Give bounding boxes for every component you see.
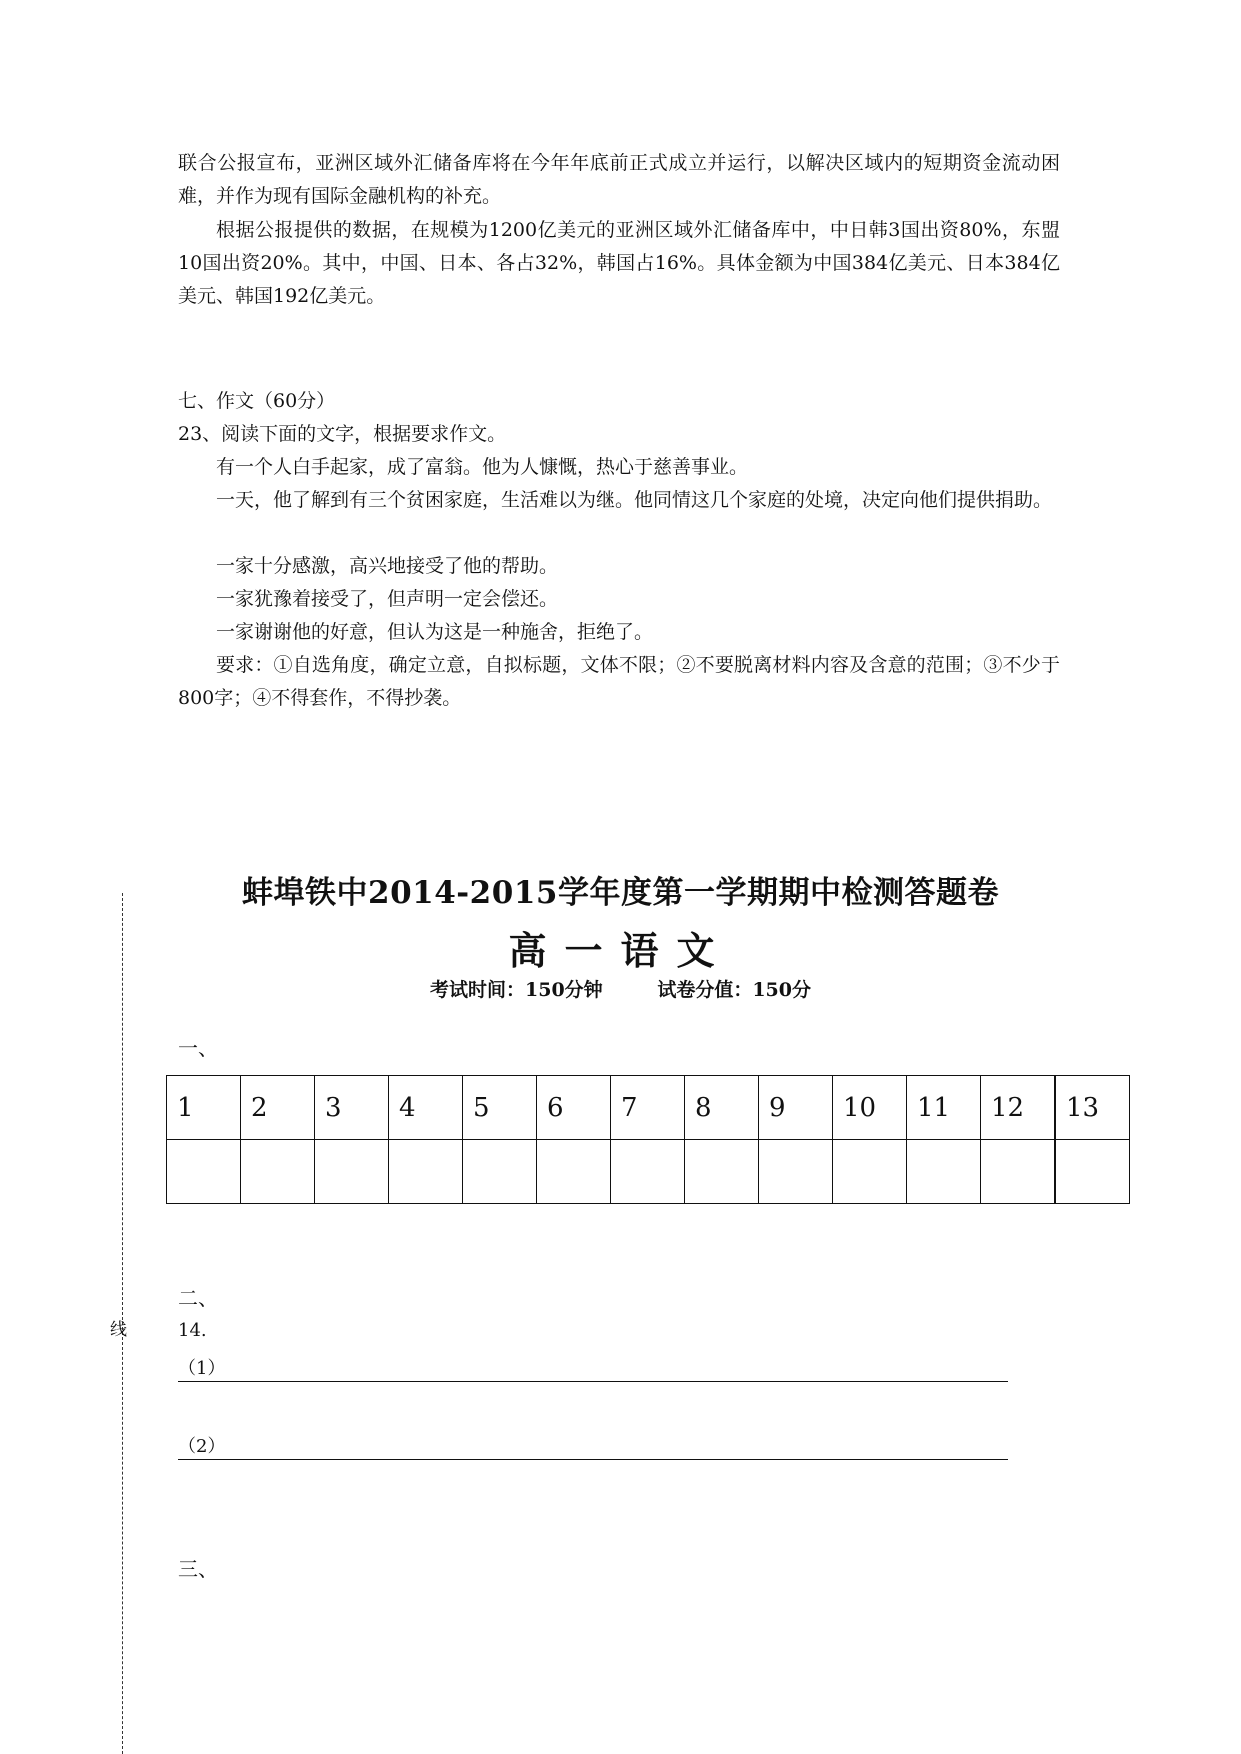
- passage-paragraph-1: 联合公报宣布，亚洲区域外汇储备库将在今年年底前正式成立并运行，以解决区域内的短期资金流动困难，并作为现有国际金融机构的补充。: [178, 152, 1060, 207]
- essay-section-heading: 七、作文（60分）: [178, 390, 336, 412]
- question-number-cell: 9: [759, 1076, 833, 1140]
- essay-requirements: 要求：①自选角度，确定立意，自拟标题，文体不限；②不要脱离材料内容及含意的范围；③不少于800字；④不得套作，不得抄袭。: [178, 654, 1060, 709]
- section-3-heading: 三、: [178, 1557, 218, 1581]
- answer-sheet-title: 蚌埠铁中2014-2015学年度第一学期期中检测答题卷: [242, 875, 999, 911]
- answer-line-1[interactable]: [178, 1357, 1008, 1382]
- sub-question-1-label: （1）: [178, 1358, 226, 1379]
- answer-grid-number-row: [167, 1076, 1130, 1140]
- answer-cell[interactable]: [463, 1140, 537, 1204]
- answer-cell[interactable]: [907, 1140, 981, 1204]
- question-number-cell: 11: [907, 1076, 981, 1140]
- essay-line-4: 一家犹豫着接受了，但声明一定会偿还。: [216, 588, 559, 610]
- answer-cell[interactable]: [167, 1140, 241, 1204]
- answer-cell[interactable]: [315, 1140, 389, 1204]
- question-number-cell: 6: [537, 1076, 611, 1140]
- section-1-heading: 一、: [178, 1036, 218, 1060]
- subject-title: 高一语文: [508, 928, 733, 973]
- question-14-label: 14.: [178, 1320, 207, 1341]
- answer-cell[interactable]: [611, 1140, 685, 1204]
- answer-cell[interactable]: [389, 1140, 463, 1204]
- question-number-cell: 10: [833, 1076, 907, 1140]
- essay-question: 23、阅读下面的文字，根据要求作文。: [178, 423, 507, 445]
- answer-grid-blank-row: [167, 1140, 1130, 1204]
- question-number-cell: 2: [241, 1076, 315, 1140]
- answer-cell[interactable]: [759, 1140, 833, 1204]
- passage-paragraph-2: 根据公报提供的数据，在规模为1200亿美元的亚洲区域外汇储备库中，中日韩3国出资80%，东盟10国出资20%。其中，中国、日本、各占32%，韩国占16%。具体金额为中国384亿美元、日本384亿美元、韩国192亿美元。: [178, 219, 1060, 307]
- section-2-heading: 二、: [178, 1286, 218, 1310]
- question-number-cell: 13: [1055, 1076, 1130, 1140]
- exam-score: 试卷分值：150分: [657, 979, 811, 1001]
- answer-cell[interactable]: [833, 1140, 907, 1204]
- binding-line-mark: 线: [106, 1320, 126, 1337]
- sub-question-2-label: （2）: [178, 1436, 226, 1457]
- question-number-cell: 5: [463, 1076, 537, 1140]
- answer-grid: [166, 1075, 1130, 1204]
- exam-info: [0, 975, 1241, 1002]
- essay-line-2: 一天，他了解到有三个贫困家庭，生活难以为继。他同情这几个家庭的处境，决定向他们提供捐助。: [216, 489, 1053, 511]
- question-number-cell: 7: [611, 1076, 685, 1140]
- answer-cell[interactable]: [537, 1140, 611, 1204]
- question-number-cell: 12: [981, 1076, 1056, 1140]
- answer-cell[interactable]: [685, 1140, 759, 1204]
- essay-line-1: 有一个人白手起家，成了富翁。他为人慷慨，热心于慈善事业。: [216, 456, 749, 478]
- question-number-cell: 1: [167, 1076, 241, 1140]
- essay-line-5: 一家谢谢他的好意，但认为这是一种施舍，拒绝了。: [216, 621, 654, 643]
- exam-time: 考试时间：150分钟: [430, 979, 603, 1001]
- question-number-cell: 3: [315, 1076, 389, 1140]
- answer-cell[interactable]: [1055, 1140, 1130, 1204]
- answer-line-2[interactable]: [178, 1435, 1008, 1460]
- question-number-cell: 8: [685, 1076, 759, 1140]
- essay-line-3: 一家十分感激，高兴地接受了他的帮助。: [216, 555, 559, 577]
- answer-cell[interactable]: [981, 1140, 1056, 1204]
- answer-cell[interactable]: [241, 1140, 315, 1204]
- question-number-cell: 4: [389, 1076, 463, 1140]
